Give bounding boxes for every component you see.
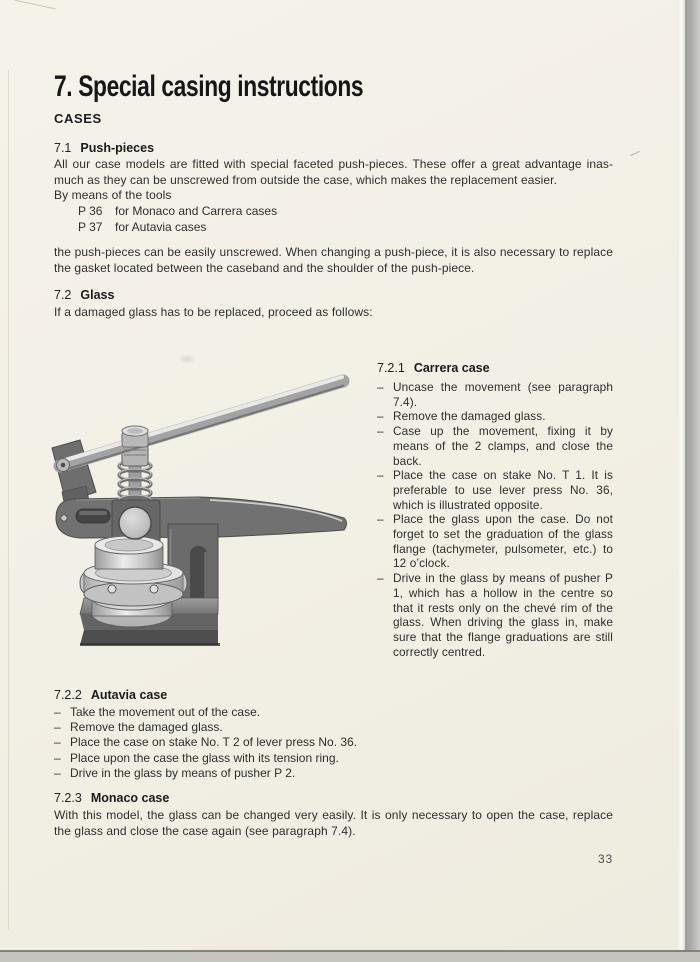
- push-pieces-paragraph: All our case models are fitted with special faceted push-pieces. These offer a great advantage inasmuch as they can be unscrewed from outside the case, which makes the replacement easier.: [54, 157, 613, 187]
- list-item: [377, 409, 613, 424]
- list-item: [54, 751, 357, 766]
- list-item-text: Uncase the movement (see paragraph 7.4).: [393, 380, 613, 409]
- dash-bullet: –: [54, 765, 61, 780]
- dash-bullet: –: [54, 720, 61, 735]
- glass-intro: If a damaged glass has to be replaced, proceed as follows:: [54, 305, 373, 319]
- section-name: Glass: [80, 288, 115, 302]
- dash-bullet: –: [54, 750, 61, 765]
- lever-press-illustration: [50, 352, 360, 652]
- paper-crease: [14, 0, 55, 9]
- press-pivot-disc: [119, 507, 151, 539]
- dash-bullet: –: [377, 409, 384, 424]
- list-item-text: Remove the damaged glass.: [393, 409, 546, 424]
- tool-code: P 36: [78, 204, 103, 218]
- dash-bullet: –: [377, 424, 384, 439]
- list-item-text: Take the movement out of the case.: [70, 705, 261, 719]
- monaco-paragraph: With this model, the glass can be changed very easily. It is only necessary to open the case, replace the glass and close the case again (see paragraph 7.4).: [54, 808, 613, 838]
- section-number: 7.2.2: [54, 688, 82, 702]
- dash-bullet: –: [377, 468, 384, 483]
- list-item: [377, 468, 613, 512]
- tools-list: [78, 204, 277, 235]
- tool-description: for Autavia cases: [115, 219, 207, 234]
- section-7-2-1-heading: [377, 361, 613, 375]
- list-item-text: Place the glass upon the case. Do not forget to set the graduation of the glass flange (tachymeter, pulsometer, etc.) to 12 o’clock.: [393, 512, 613, 571]
- list-item: [54, 705, 357, 720]
- lever-press-figure: [50, 352, 360, 652]
- tools-intro: By means of the tools: [54, 188, 172, 202]
- list-item: [54, 720, 357, 735]
- section-name: Push-pieces: [80, 141, 155, 155]
- list-item-text: Place the case on stake No. T 2 of lever press No. 36.: [70, 735, 358, 750]
- section-name: Carrera case: [413, 361, 490, 375]
- dash-bullet: –: [377, 512, 384, 527]
- page-number: 33: [598, 852, 613, 866]
- list-item-text: Case up the movement, fixing it by means of the 2 clamps, and close the back.: [393, 424, 613, 468]
- dash-bullet: –: [377, 571, 384, 586]
- press-handle: [57, 377, 345, 472]
- list-item: [377, 424, 613, 468]
- list-item-text: Drive in the glass by means of pusher P 1, which has a hollow in the centre so that it rests only on the chevé rim of the glass. When driving the glass in, make sure that the flange graduations are still correctly centred.: [393, 571, 613, 659]
- dash-bullet: –: [377, 380, 384, 394]
- section-name: Autavia case: [90, 688, 168, 702]
- section-7-2-3-heading: [54, 791, 169, 805]
- section-number: 7.2.1: [377, 361, 405, 375]
- tool-code: P 37: [78, 219, 103, 234]
- list-item: [377, 512, 613, 571]
- tool-item: [78, 204, 277, 220]
- paper-crease-left: [8, 70, 9, 930]
- list-item-text: Remove the damaged glass.: [70, 720, 223, 735]
- section-name: Monaco case: [90, 791, 170, 805]
- section-number: 7.1: [54, 141, 72, 155]
- list-item-text: Place the case on stake No. T 1. It is preferable to use lever press No. 36, which is illustrated opposite.: [393, 468, 613, 512]
- autavia-steps-list: [54, 705, 357, 781]
- paper-scratch: [630, 151, 639, 156]
- list-item: [377, 571, 613, 659]
- list-item: [54, 735, 357, 750]
- section-7-2-2-heading: [54, 688, 167, 702]
- scan-gutter-bottom: [0, 950, 700, 962]
- section-number: 7.2.3: [54, 791, 82, 805]
- tool-description: for Monaco and Carrera cases: [115, 204, 278, 218]
- list-item-text: Place upon the case the glass with its tension ring.: [70, 750, 339, 765]
- page-title: 7. Special casing instructions: [54, 70, 364, 103]
- dash-bullet: –: [54, 705, 61, 719]
- section-7-1-heading: [54, 141, 154, 155]
- list-item: [54, 766, 357, 781]
- tool-item: [78, 220, 277, 236]
- carrera-steps-list: [377, 380, 613, 659]
- list-item-text: Drive in the glass by means of pusher P 2.: [70, 765, 296, 780]
- cases-label: CASES: [54, 111, 102, 126]
- page-edge-highlight: [677, 0, 685, 950]
- push-pieces-paragraph-2: the push-pieces can be easily unscrewed. When changing a push-piece, it is also necessary to replace the gasket located between the caseband and the shoulder of the push-piece.: [54, 245, 613, 275]
- scan-gutter-right: [685, 0, 700, 950]
- carrera-column: [377, 361, 613, 659]
- section-number: 7.2: [54, 288, 72, 302]
- dash-bullet: –: [54, 735, 61, 750]
- section-7-2-heading: [54, 288, 114, 302]
- paper-smudge: [178, 354, 196, 364]
- list-item: [377, 380, 613, 409]
